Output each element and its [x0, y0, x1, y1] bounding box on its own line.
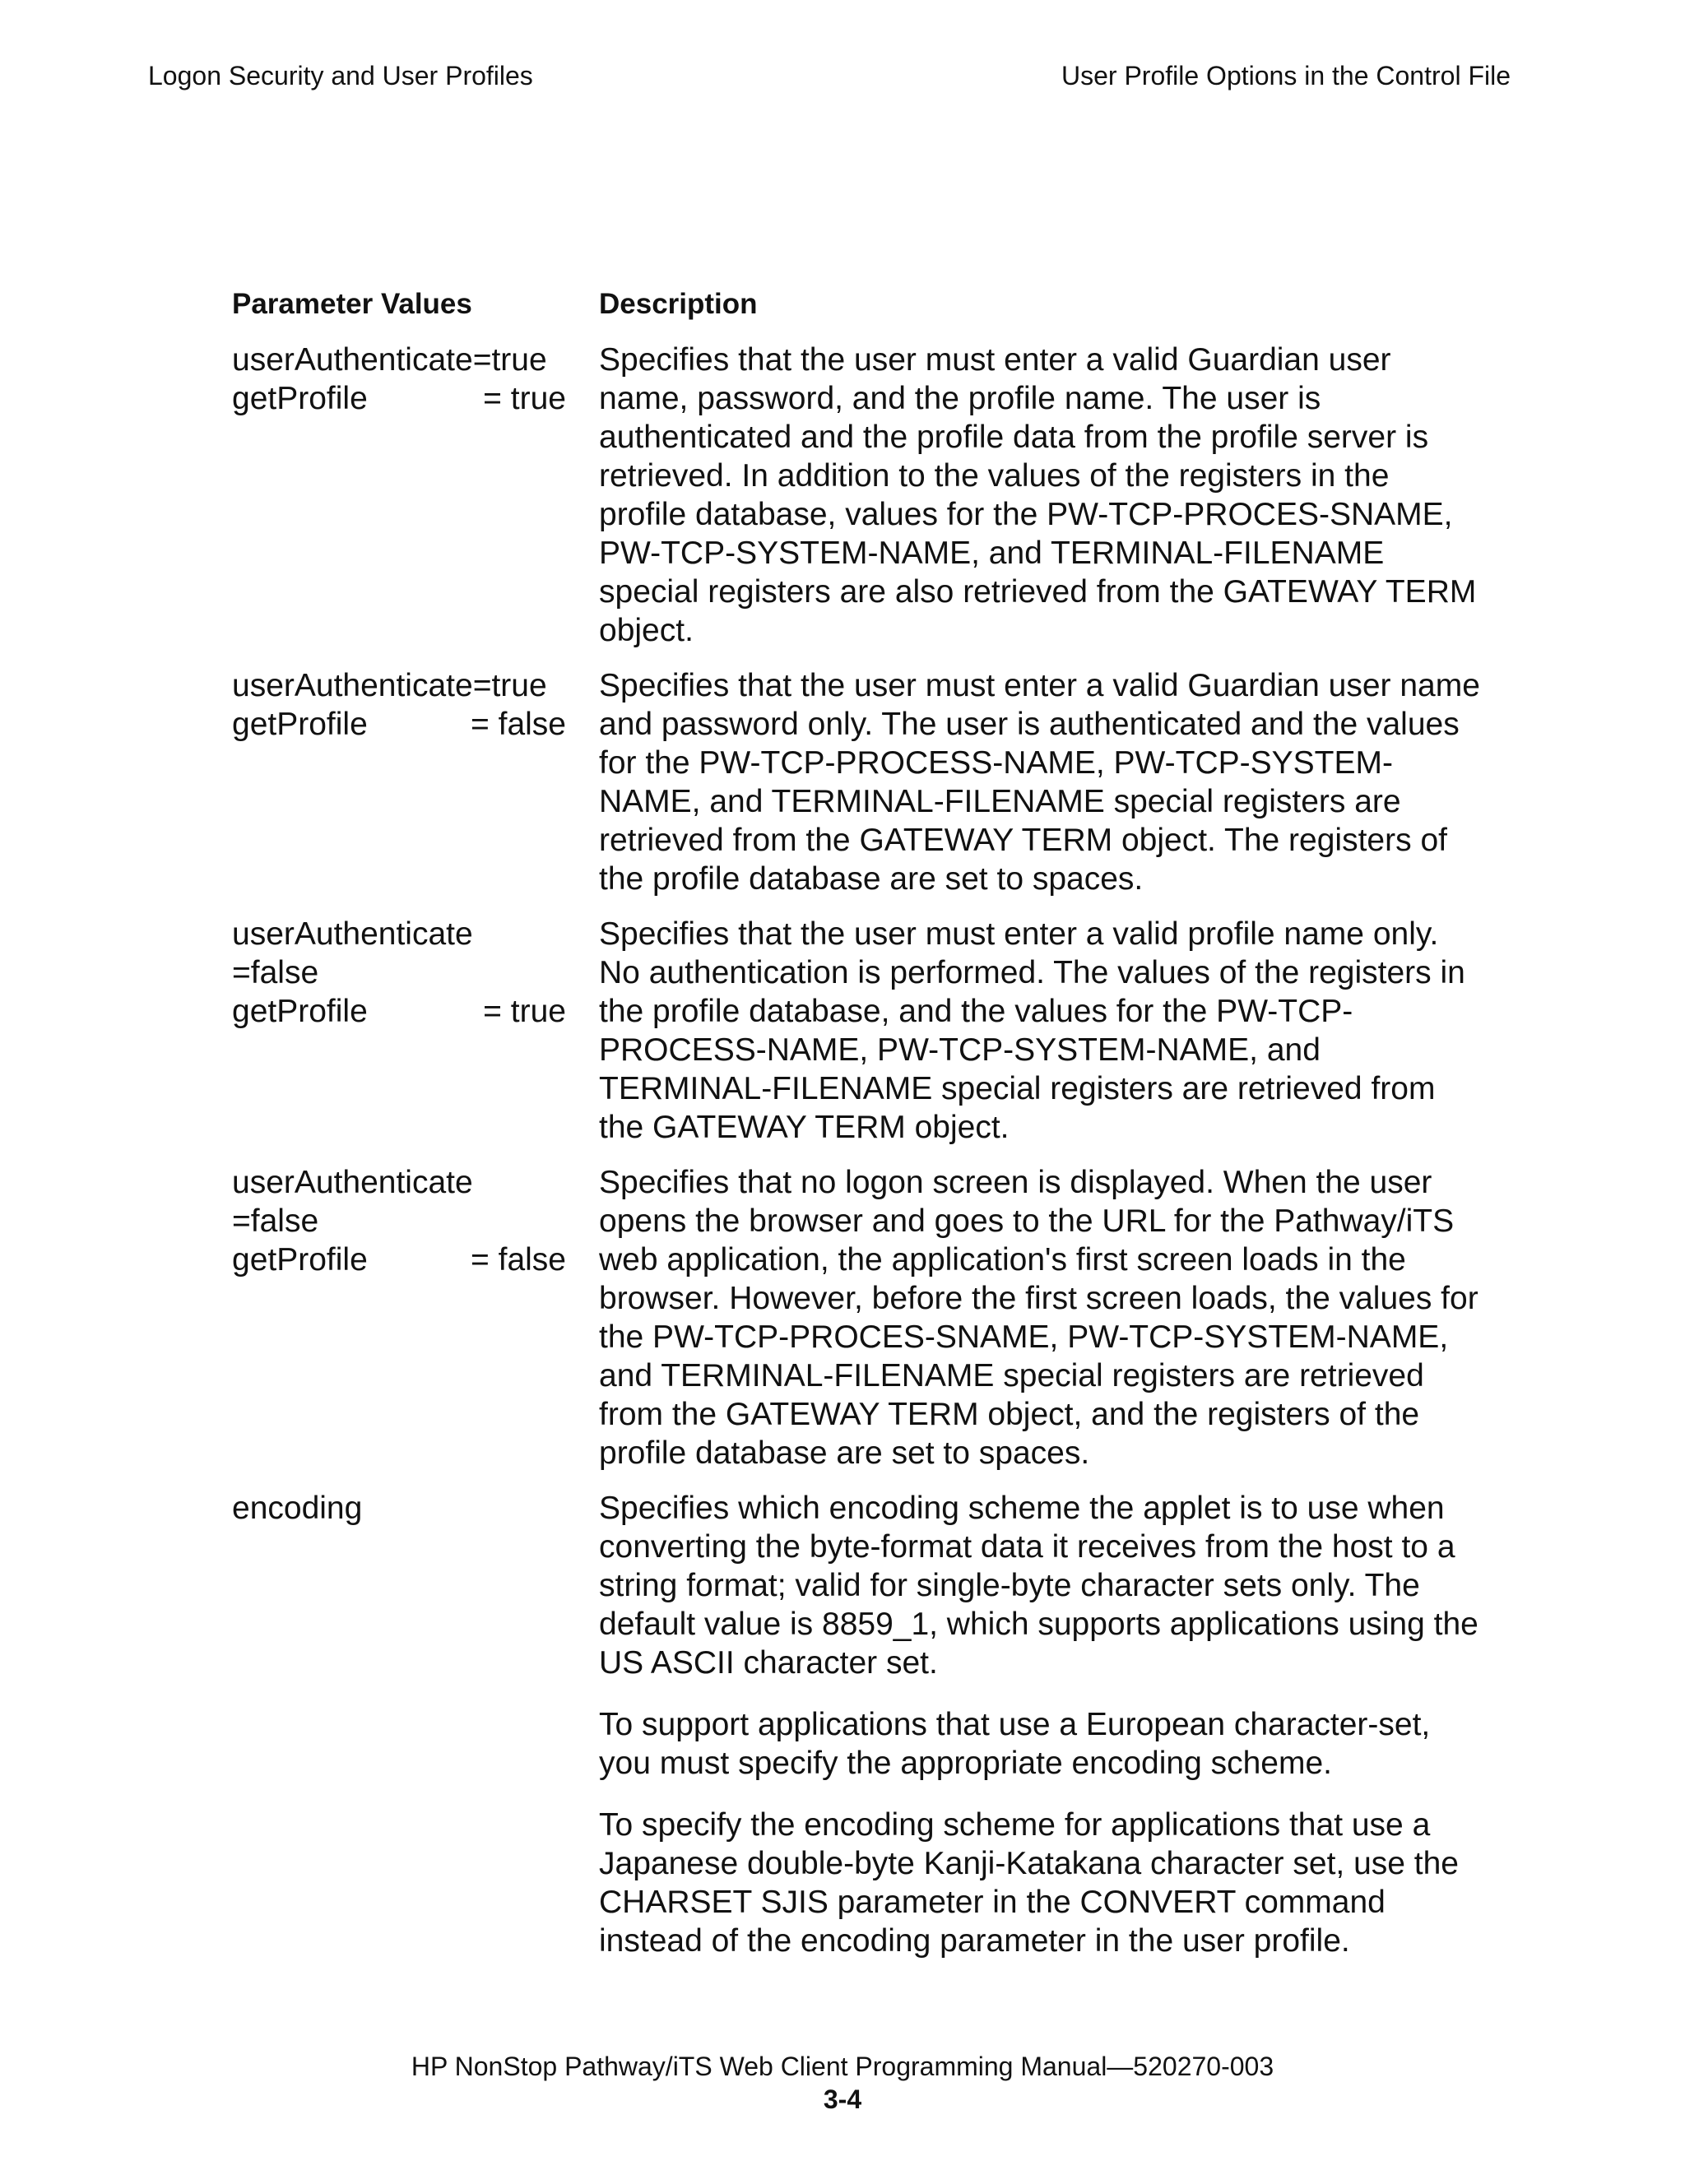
parameter-table [232, 285, 1483, 1960]
parameter-name: getProfile [232, 994, 368, 1029]
parameter-cell [232, 1163, 599, 1472]
description-paragraph: Specifies that the user must enter a valid profile name only. No authentication is performed. The values of the registers in the profile database, and the values for the PW-TCP-PROCESS-NAME, PW-TCP-SYSTEM-NAME, and TERMINAL-FILENAME special registers are retrieved from the GATEWAY TERM object. [599, 916, 1465, 1145]
parameter-cell [232, 1489, 599, 1960]
parameter-name: =false [232, 1203, 319, 1239]
parameter-line [232, 915, 599, 953]
page-footer [0, 2050, 1685, 2116]
parameter-value: = true [483, 381, 566, 416]
parameter-name: encoding [232, 1491, 363, 1526]
header-chapter-title: Logon Security and User Profiles [148, 61, 533, 90]
parameter-name: userAuthenticate=true [232, 668, 547, 703]
page-number: 3-4 [823, 2084, 862, 2114]
parameter-line [232, 953, 599, 992]
parameter-name: getProfile [232, 707, 368, 742]
parameter-value: = false [471, 1242, 566, 1277]
table-row [232, 1163, 1483, 1472]
parameter-line [232, 992, 599, 1031]
parameter-cell [232, 341, 599, 650]
description-cell [599, 666, 1483, 898]
description-paragraph: Specifies that no logon screen is displayed. When the user opens the browser and goes to the URL for the Pathway/iTS web application, the application's first screen loads in the browser. However, before the first screen loads, the values for the PW-TCP-PROCES-SNAME, PW-TCP-SYSTEM-NAME, and TERMINAL-FILENAME special registers are retrieved from the GATEWAY TERM object, and the registers of the profile database are set to spaces. [599, 1165, 1478, 1471]
parameter-name: userAuthenticate [232, 916, 473, 952]
description-cell [599, 1489, 1483, 1960]
table-row [232, 1489, 1483, 1960]
table-row [232, 341, 1483, 650]
manual-title: HP NonStop Pathway/iTS Web Client Programming Manual—520270-003 [411, 2052, 1274, 2081]
description-cell [599, 1163, 1483, 1472]
description-cell [599, 915, 1483, 1147]
parameter-cell [232, 666, 599, 898]
header-section-title: User Profile Options in the Control File [1061, 61, 1511, 90]
table-row [232, 915, 1483, 1147]
parameter-line [232, 1202, 599, 1240]
parameter-value: = true [483, 994, 566, 1029]
description-paragraph: To specify the encoding scheme for applications that use a Japanese double-byte Kanji-Katakana character set, use the CHARSET SJIS parameter in the CONVERT command instead of the encoding parameter in the user profile. [599, 1807, 1460, 1959]
parameter-line [232, 379, 599, 418]
description-cell [599, 341, 1483, 650]
parameter-name: userAuthenticate [232, 1165, 473, 1200]
running-header [148, 59, 1511, 92]
description-paragraph: Specifies that the user must enter a valid Guardian user name and password only. The user is authenticated and the values for the PW-TCP-PROCESS-NAME, PW-TCP-SYSTEM-NAME, and TERMINAL-FILENAME special registers are retrieved from the GATEWAY TERM object. The registers of the profile database are set to spaces. [599, 668, 1480, 897]
parameter-line [232, 1489, 599, 1528]
table-header-row [232, 285, 1483, 324]
parameter-cell [232, 915, 599, 1147]
parameter-line [232, 341, 599, 379]
parameter-line [232, 1240, 599, 1279]
column-header-parameter-values: Parameter Values [232, 288, 472, 320]
parameter-value: = false [471, 707, 566, 742]
table-row [232, 666, 1483, 898]
table-body [232, 341, 1483, 1960]
parameter-line [232, 666, 599, 705]
description-paragraph: Specifies which encoding scheme the applet is to use when converting the byte-format data it receives from the host to a string format; valid for single-byte character sets only. The default value is 8859_1, which supports applications using the US ASCII character set. [599, 1491, 1478, 1681]
description-paragraph: To support applications that use a European character-set, you must specify the appropriate encoding scheme. [599, 1707, 1431, 1781]
description-paragraph: Specifies that the user must enter a valid Guardian user name, password, and the profile name. The user is authenticated and the profile data from the profile server is retrieved. In addition to the values of the registers in the profile database, values for the PW-TCP-PROCES-SNAME, PW-TCP-SYSTEM-NAME, and TERMINAL-FILENAME special registers are also retrieved from the GATEWAY TERM object. [599, 342, 1477, 648]
parameter-line [232, 1163, 599, 1202]
column-header-description: Description [599, 288, 758, 320]
parameter-line [232, 705, 599, 744]
parameter-name: userAuthenticate=true [232, 342, 547, 378]
parameter-name: getProfile [232, 381, 368, 416]
parameter-name: getProfile [232, 1242, 368, 1277]
parameter-name: =false [232, 955, 319, 990]
